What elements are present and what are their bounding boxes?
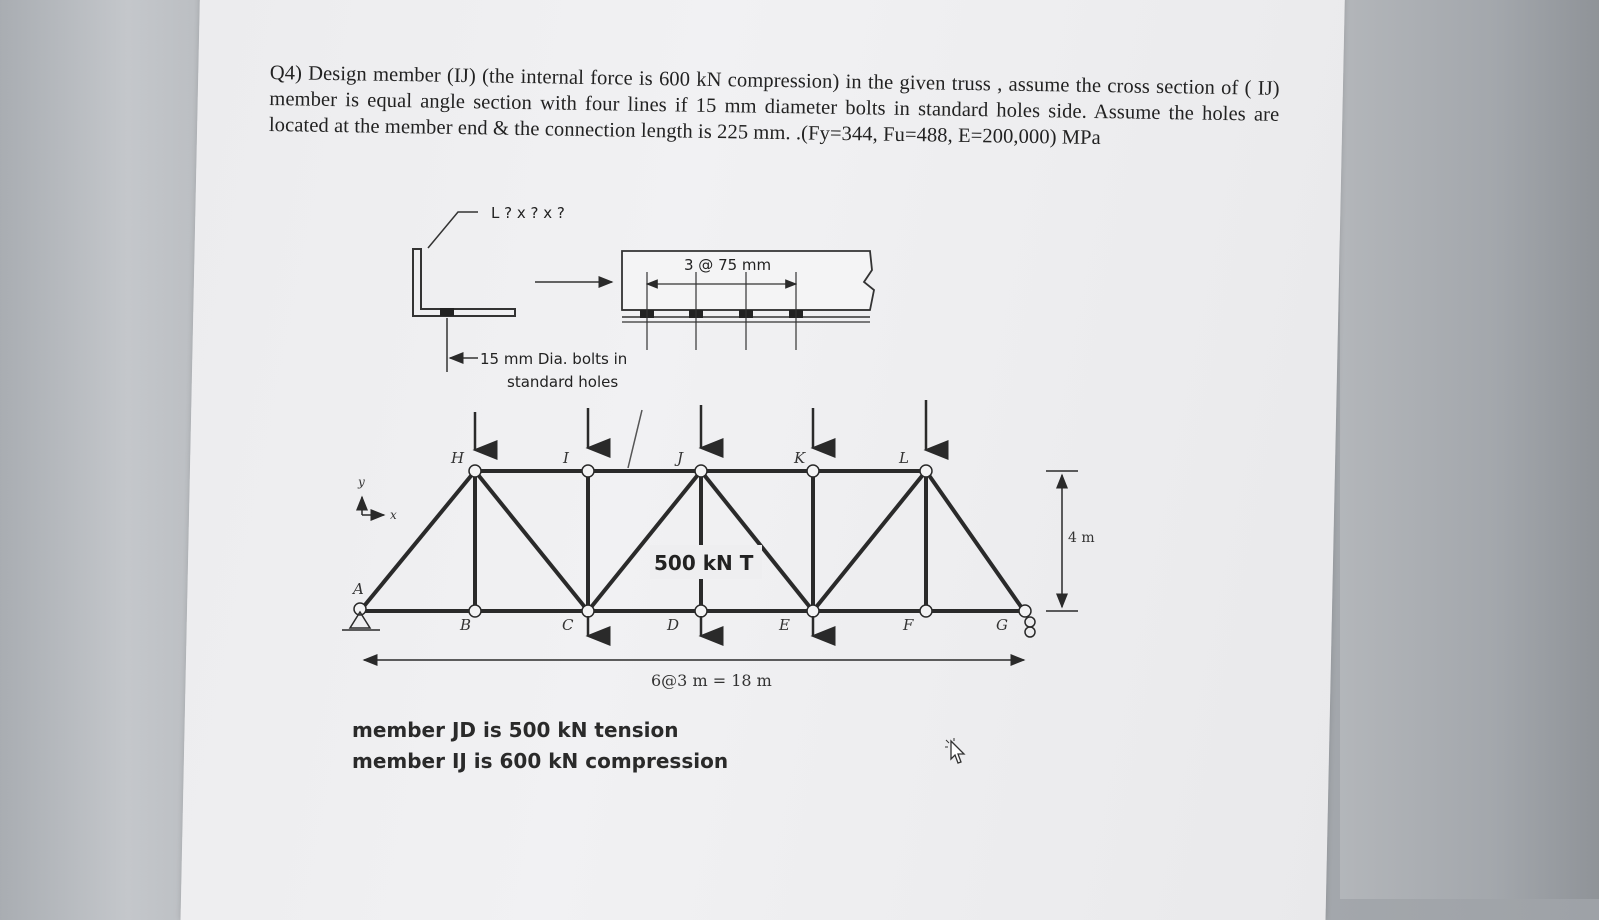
node-label-g: G [996, 616, 1008, 634]
stray-mark [628, 410, 642, 468]
node-label-j: J [677, 449, 684, 467]
angle-label: L ? x ? x ? [491, 204, 565, 222]
node-label-a: A [353, 580, 364, 598]
node-label-i: I [563, 449, 569, 467]
axis-x-label: x [390, 508, 397, 522]
node-label-f: F [903, 616, 914, 634]
move-cursor-icon [943, 737, 967, 767]
angle-section-detail [413, 204, 627, 391]
node-label-l: L [899, 449, 909, 467]
xy-axis-icon [362, 497, 384, 515]
node-label-k: K [794, 449, 806, 467]
axis-y-label: y [358, 475, 365, 489]
node-label-d: D [667, 616, 680, 634]
note-member-jd: member JD is 500 kN tension [352, 718, 679, 742]
pin-support-a [342, 612, 380, 630]
node-label-e: E [779, 616, 790, 634]
gusset-plate-detail [622, 251, 874, 350]
node-label-c: C [562, 616, 574, 634]
bolt-spacing-label: 3 @ 75 mm [684, 256, 772, 274]
truss-members [360, 471, 1024, 611]
node-label-b: B [460, 616, 472, 634]
member-jd-force-label: 500 kN T [654, 551, 754, 575]
note-member-ij: member IJ is 600 kN compression [352, 749, 729, 773]
question-text: Q4) Design member (IJ) (the internal force is 600 kN compression) in the given truss , assume the cross section of ( IJ) member is equal angle section with four lines if 15 mm diameter bolts in standard holes side. Assume the holes are located at the member end & the connection length is 225 mm. .(Fy=344, Fu=488, E=200,000) MPa [268, 61, 1280, 150]
top-loads [475, 400, 926, 450]
height-label: 4 m [1068, 530, 1095, 546]
node-label-h: H [451, 449, 465, 467]
span-label: 6@3 m = 18 m [651, 671, 772, 690]
bolts-label-line1: 15 mm Dia. bolts in [480, 350, 628, 368]
bolts-label-line2: standard holes [507, 373, 619, 391]
roller-support-g [1025, 617, 1035, 637]
truss-joints [354, 465, 1031, 617]
